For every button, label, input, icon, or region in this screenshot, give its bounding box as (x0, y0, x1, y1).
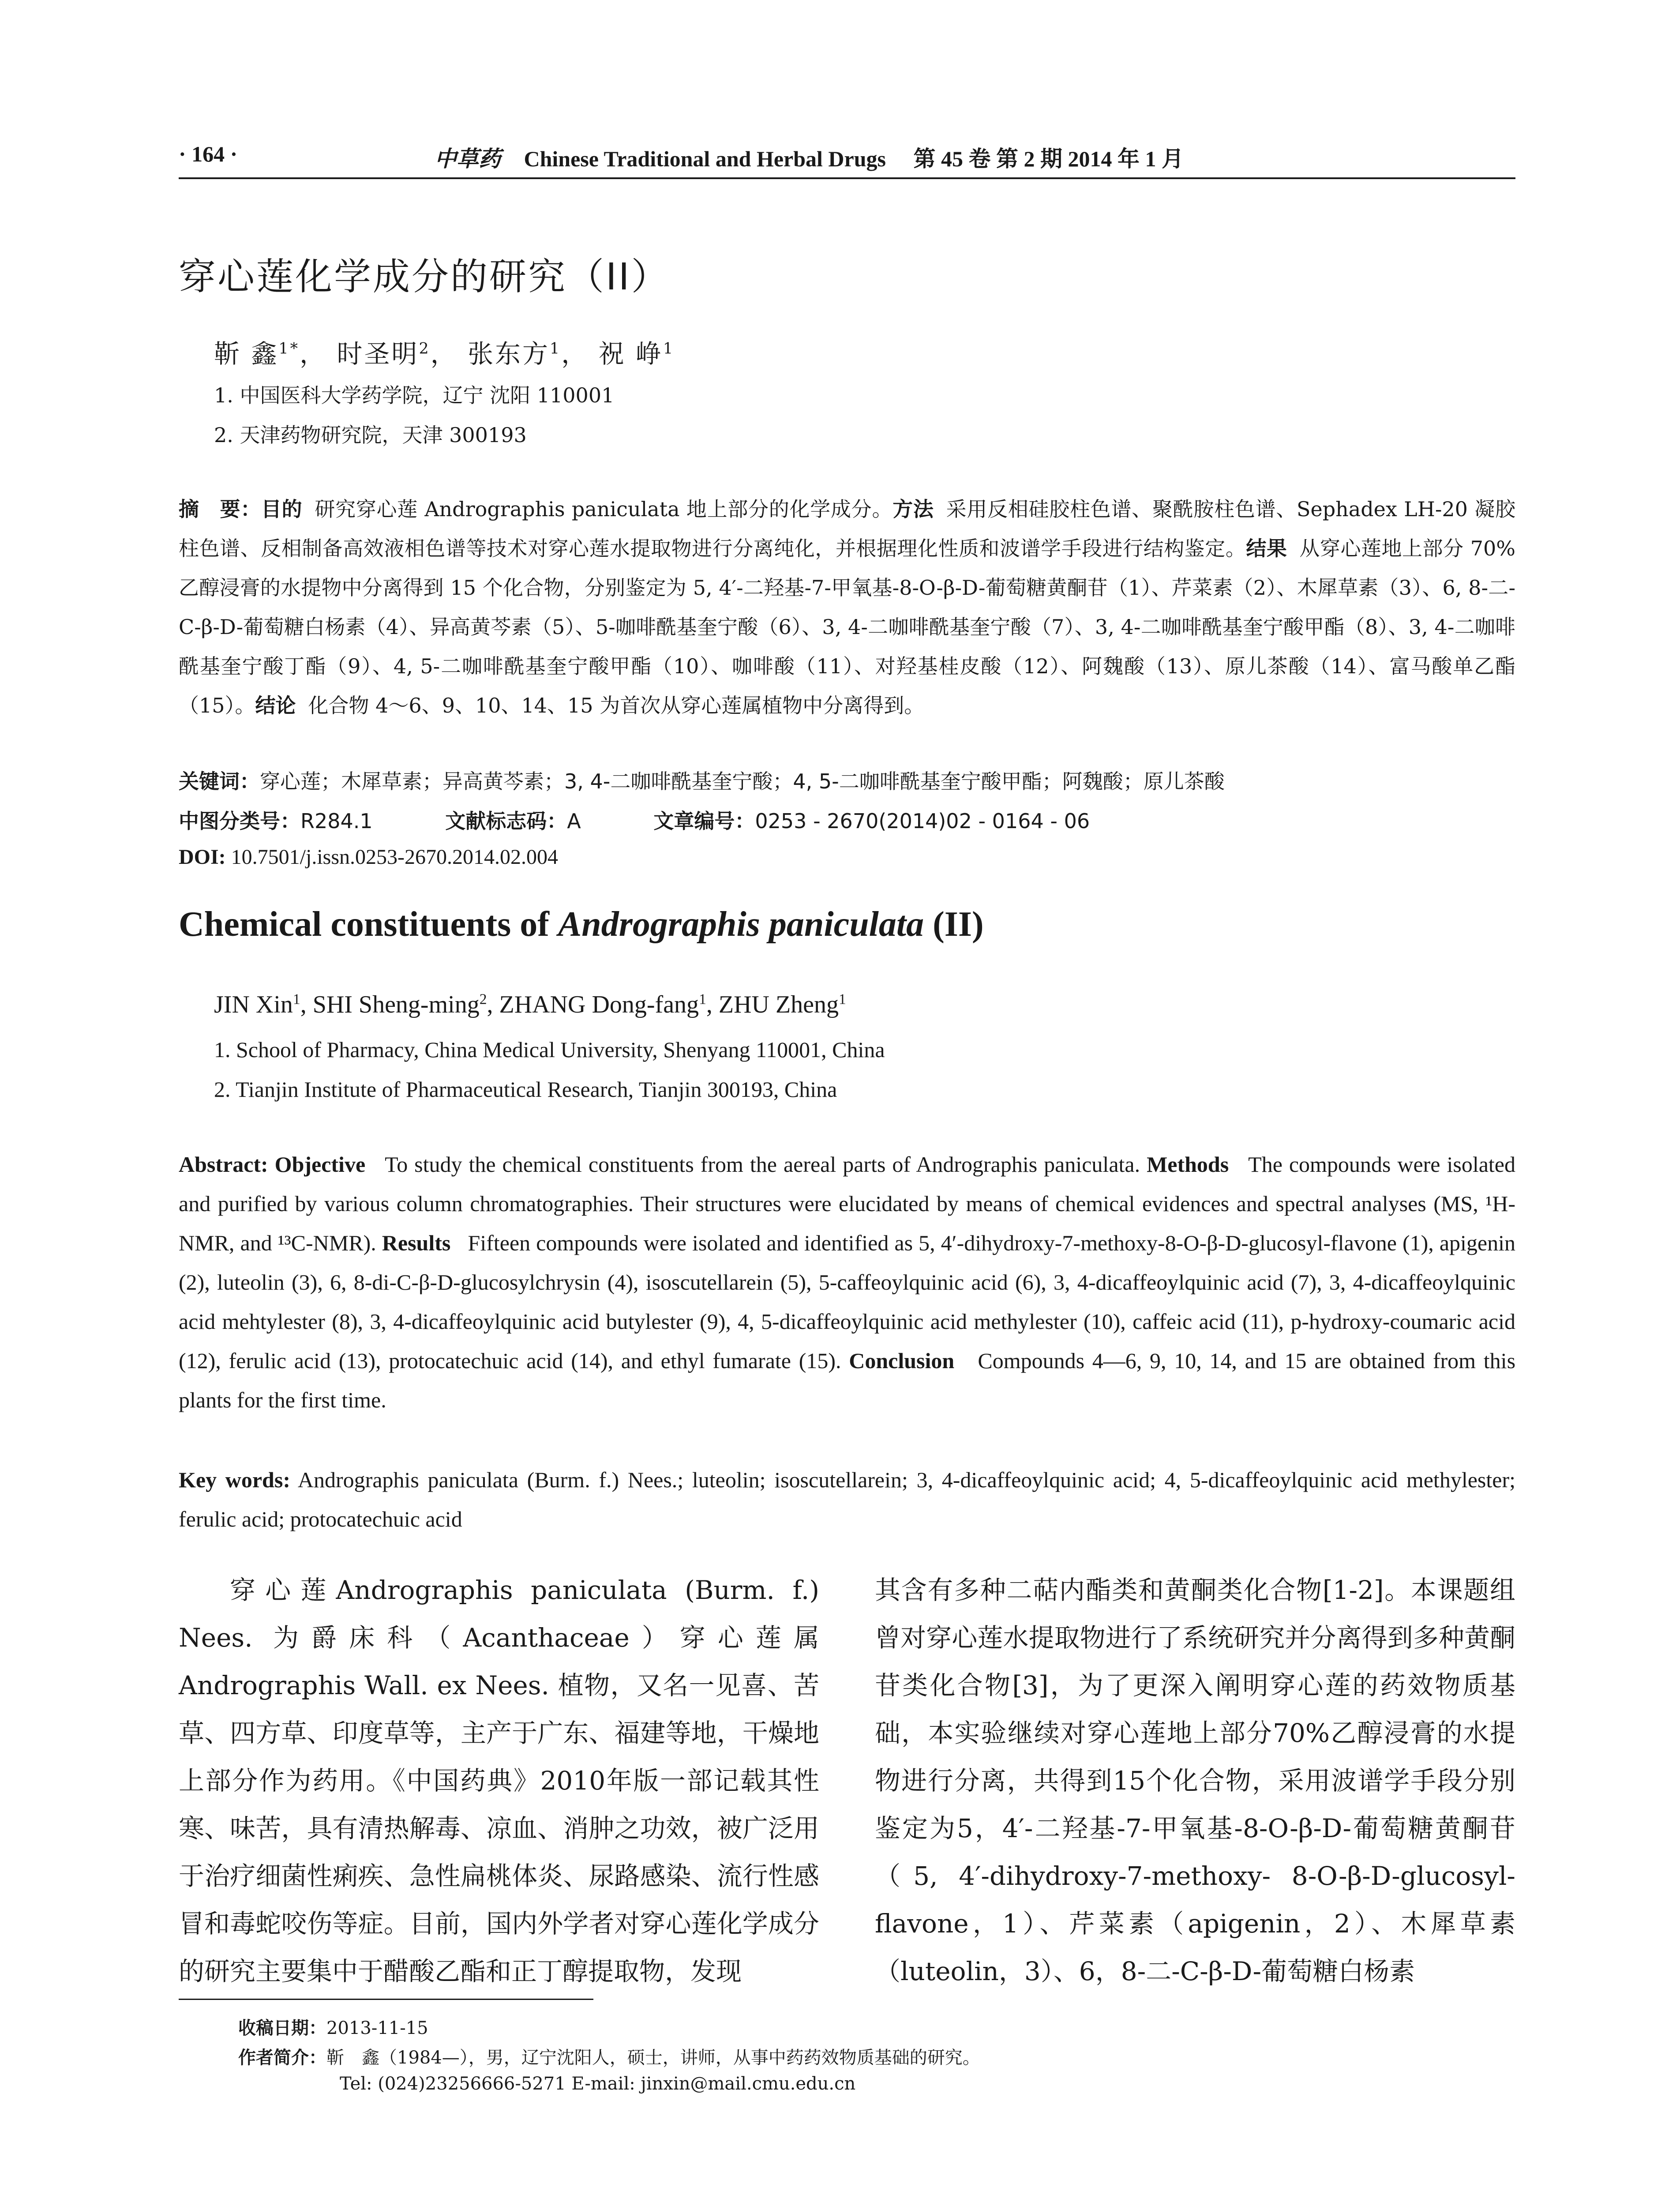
doi-line: DOI: 10.7501/j.issn.0253-2670.2014.02.004 (179, 845, 559, 869)
footnote-contact: Tel: (024)23256666-5271 E-mail: jinxin@mail.cmu.edu.cn (340, 2074, 856, 2094)
abstract-en: Abstract: Objective To study the chemical constituents from the aereal parts of Andrographis paniculata. Methods The compounds were isolated and purified by various column chromatographies. Their structures were elucidated by means of chemical evidences and spectral analyses (MS, ¹H-NMR, and ¹³C-NMR). Results Fifteen compounds were isolated and identified as 5, 4′-dihydroxy-7-methoxy-8-O-β-D-glucosyl-flavone (1), apigenin (2), luteolin (3), 6, 8-di-C-β-D-glucosylchrysin (4), isoscutellarein (5), 5-caffeoylquinic acid (6), 3, 4-dicaffeoylquinic acid (7), 3, 4-dicaffeoylquinic acid mehtylester (8), 3, 4-dicaffeoylquinic acid butylester (9), 4, 5-dicaffeoylquinic acid methylester (10), caffeic acid (11), p-hydroxy-coumaric acid (12), ferulic acid (13), protocatechuic acid (14), and ethyl fumarate (15). Conclusion Compounds 4—6, 9, 10, 14, and 15 are obtained from this plants for the first time. (179, 1152, 1516, 1412)
affiliation-en-1: 1. School of Pharmacy, China Medical University, Shenyang 110001, China (214, 1037, 885, 1062)
affiliation-cn-1: 1. 中国医科大学药学院，辽宁 沈阳 110001 (214, 383, 615, 407)
classification-line: 中图分类号：R284.1 文献标志码：A 文章编号：0253 - 2670(2014)02 - 0164 - 06 (179, 809, 1090, 833)
journal-issue: 第 45 卷 第 2 期 2014 年 1 月 (913, 146, 1184, 171)
author-cn: 祝 峥 (598, 339, 664, 369)
abstract-cn: 摘 要：目的 研究穿心莲 Andrographis paniculata 地上部分的化学成分。方法 采用反相硅胶柱色谱、聚酰胺柱色谱、Sephadex LH-20 凝胶柱色谱、反相制备高效液相色谱等技术对穿心莲水提取物进行分离纯化，并根据理化性质和波谱学手段进行结构鉴定。结果 从穿心莲地上部分 70%乙醇浸膏的水提物中分离得到 15 个化合物，分别鉴定为 5, 4′-二羟基-7-甲氧基-8-O-β-D-葡萄糖黄酮苷（1）、芹菜素（2）、木犀草素（3）、6, 8-二-C-β-D-葡萄糖白杨素（4）、异高黄芩素（5）、5-咖啡酰基奎宁酸（6）、3, 4-二咖啡酰基奎宁酸（7）、3, 4-二咖啡酰基奎宁酸甲酯（8）、3, 4-二咖啡酰基奎宁酸丁酯（9）、4, 5-二咖啡酰基奎宁酸甲酯（10）、咖啡酸（11）、对羟基桂皮酸（12）、阿魏酸（13）、原儿茶酸（14）、富马酸单乙酯（15）。结论 化合物 4～6、9、10、14、15 为首次从穿心莲属植物中分离得到。 (179, 497, 1516, 717)
body-column-left: 穿心莲Andrographis paniculata (Burm. f.) Nees. 为爵床科（Acanthaceae）穿心莲属Andrographis Wall. ex Nees. 植物，又名一见喜、苦草、四方草、印度草等，主产于广东、福建等地，干燥地上部分作为药用。《中国药典》2010年版一部记载其性寒、味苦，具有清热解毒、凉血、消肿之功效，被广泛用于治疗细菌性痢疾、急性扁桃体炎、尿路感染、流行性感冒和毒蛇咬伤等症。目前，国内外学者对穿心莲化学成分的研究主要集中于醋酸乙酯和正丁醇提取物，发现 (179, 1575, 819, 1986)
journal-name-cn: 中草药 (435, 146, 501, 172)
title-en: Chemical constituents of Andrographis paniculata (II) (179, 905, 984, 944)
footnote-received: 收稿日期：2013-11-15 (238, 2018, 428, 2038)
footnote-bio: 作者简介：靳 鑫（1984—），男，辽宁沈阳人，硕士，讲师，从事中药药效物质基础的研究。 (238, 2048, 980, 2068)
author-cn: 靳 鑫 (214, 339, 279, 369)
affiliation-cn-2: 2. 天津药物研究院，天津 300193 (214, 423, 527, 447)
author-cn: 张东方 (468, 339, 550, 369)
journal-line (435, 141, 1184, 173)
page-number: · 164 · (179, 142, 238, 166)
footnote-rule (179, 1999, 593, 2000)
body-column-right: 其含有多种二萜内酯类和黄酮类化合物[1-2]。本课题组曾对穿心莲水提取物进行了系统研究并分离得到多种黄酮苷类化合物[3]，为了更深入阐明穿心莲的药效物质基础，本实验继续对穿心莲地上部分70%乙醇浸膏的水提物进行分离，共得到15个化合物，采用波谱学手段分别鉴定为5，4′-二羟基-7-甲氧基-8-O-β-D-葡萄糖黄酮苷（5, 4′-dihydroxy-7-methoxy- 8-O-β-D-glucosyl-flavone，1）、芹菜素（apigenin，2）、木犀草素（luteolin，3）、6，8-二-C-β-D-葡萄糖白杨素 (875, 1575, 1515, 1986)
header-rule (179, 177, 1515, 179)
affiliation-en-2: 2. Tianjin Institute of Pharmaceutical Research, Tianjin 300193, China (214, 1077, 837, 1102)
keywords-en: Key words: Andrographis paniculata (Burm. f.) Nees.; luteolin; isoscutellarein; 3, 4-dicaffeoylquinic acid; 4, 5-dicaffeoylquinic acid methylester; ferulic acid; protocatechuic acid (179, 1467, 1515, 1531)
journal-name-en: Chinese Traditional and Herbal Drugs (524, 146, 886, 171)
title-cn: 穿心莲化学成分的研究（II） (179, 255, 670, 298)
keywords-cn: 关键词：穿心莲；木犀草素；异高黄芩素；3, 4-二咖啡酰基奎宁酸；4, 5-二咖啡酰基奎宁酸甲酯；阿魏酸；原儿茶酸 (179, 769, 1225, 793)
author-cn: 时圣明 (337, 339, 419, 369)
running-header (179, 141, 1515, 172)
authors-cn: 靳 鑫$^{1*}$， 时圣明$^2$， 张东方$^1$， 祝 峥$^1$ (214, 339, 675, 369)
authors-en: JIN Xin$^1$, SHI Sheng-ming$^2$, ZHANG Dong-fang$^1$, ZHU Zheng$^1$ (214, 991, 846, 1018)
